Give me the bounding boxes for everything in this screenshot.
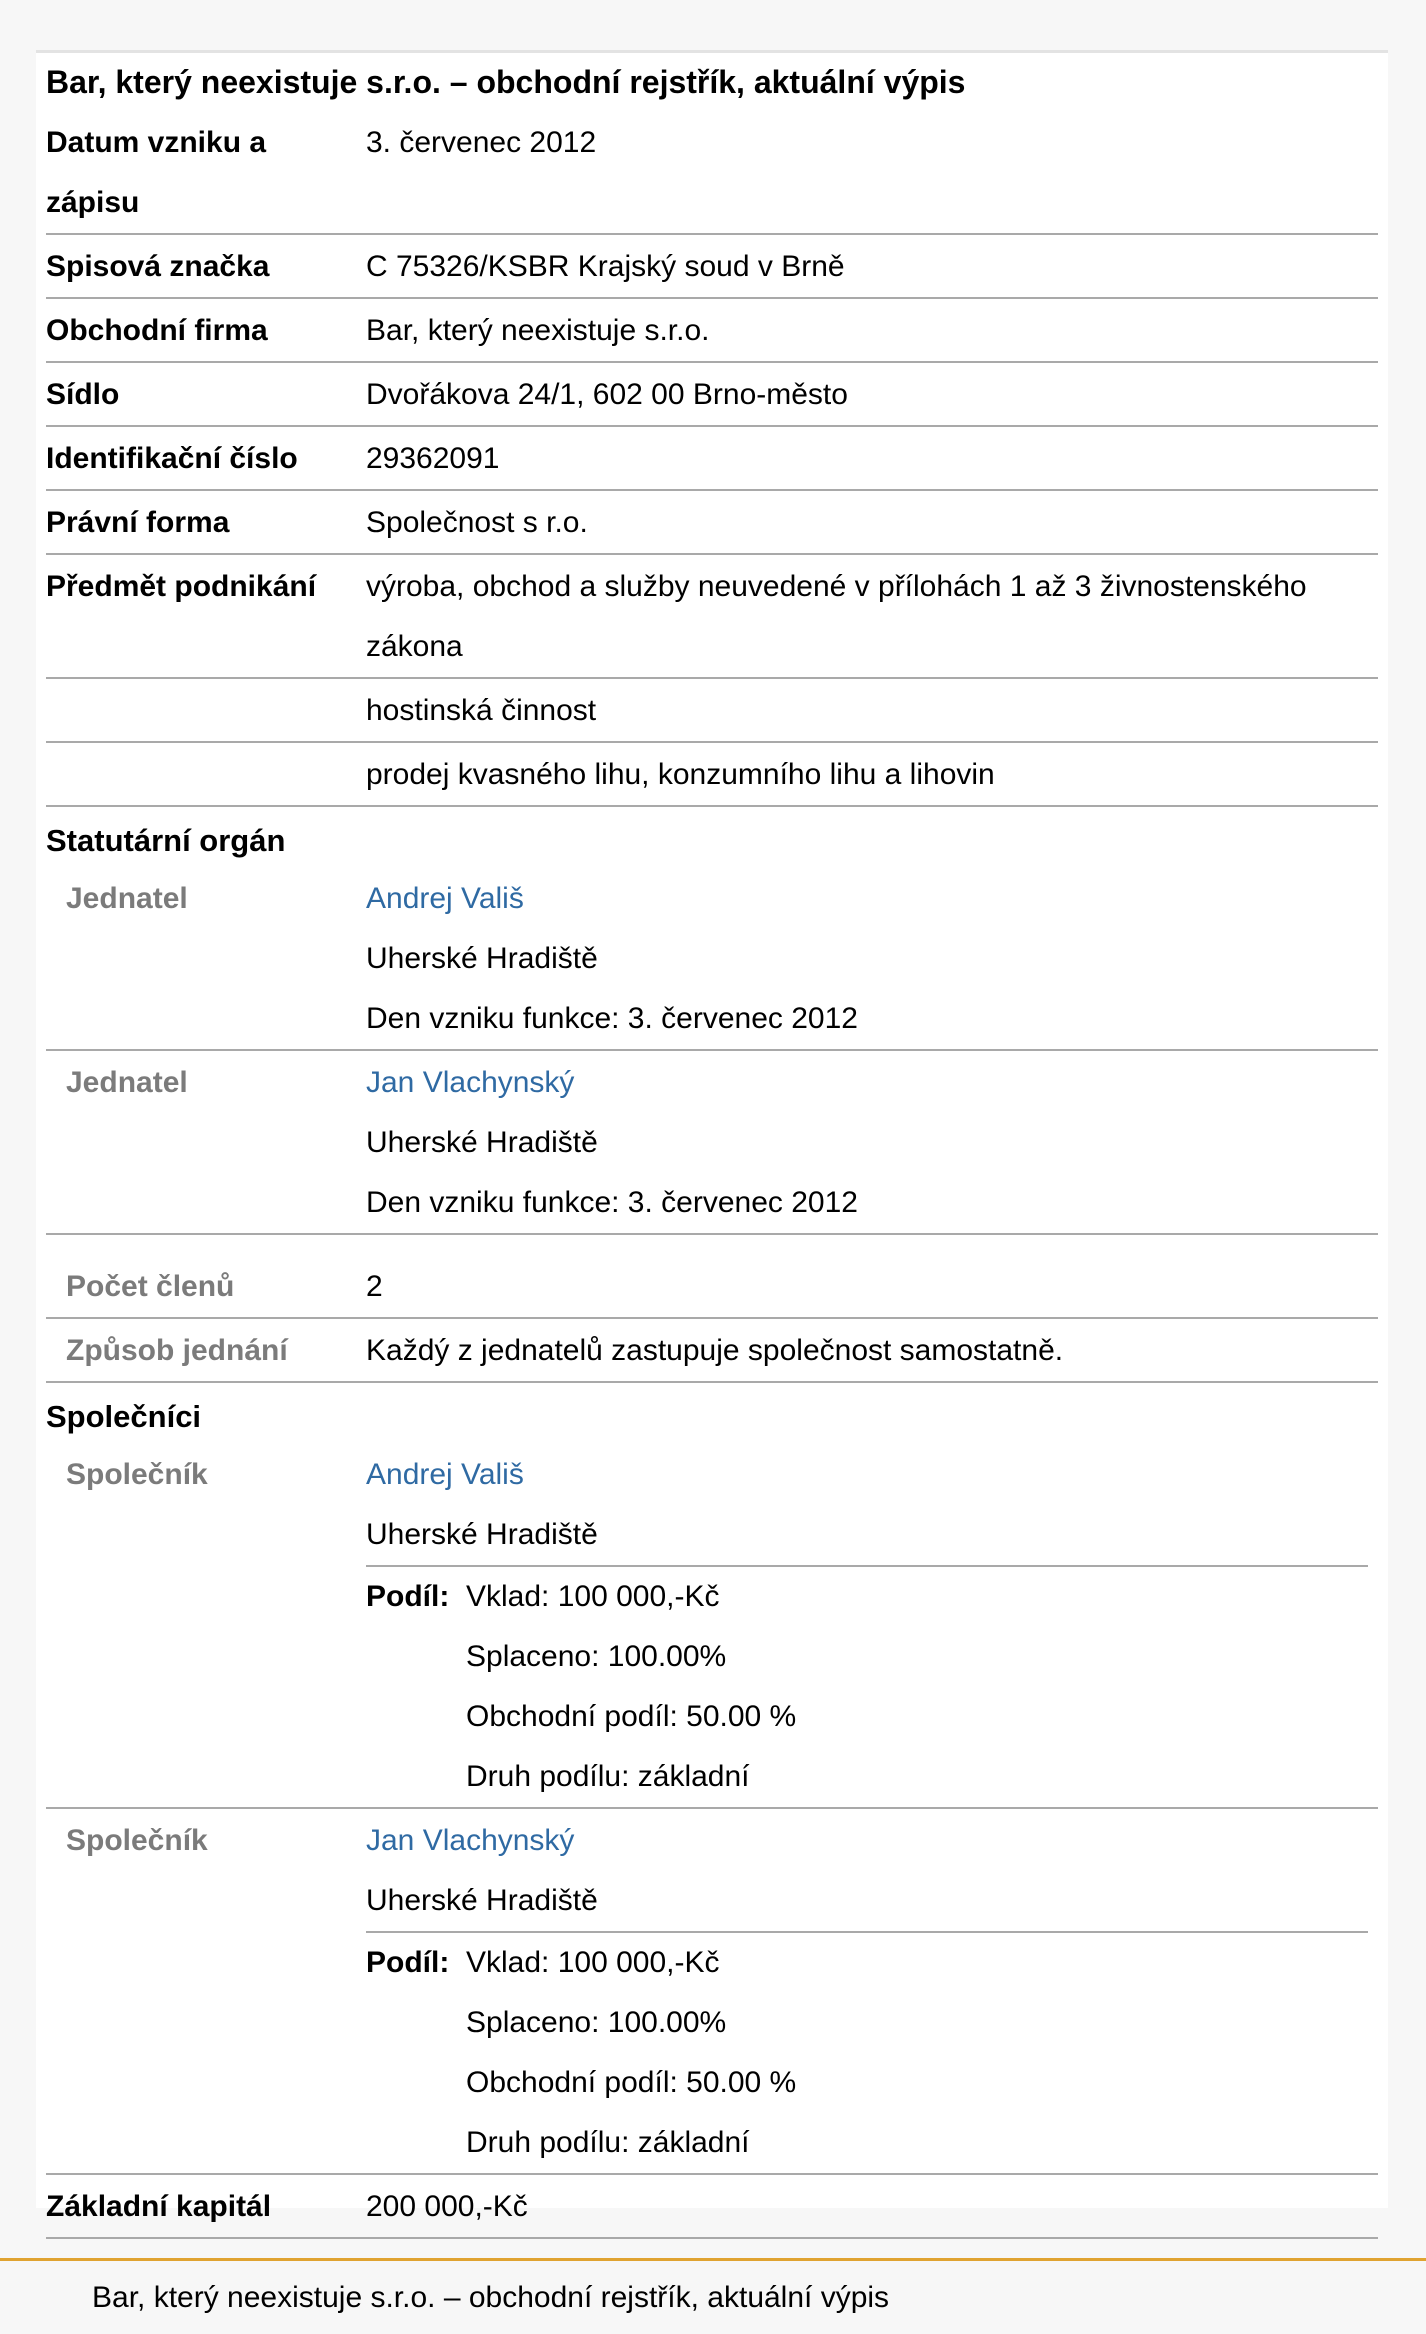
row-datum-vzniku	[46, 111, 1378, 235]
value-pocet-clenu: 2	[366, 1270, 383, 1303]
label-sidlo: Sídlo	[46, 378, 120, 411]
page-footer: Bar, který neexistuje s.r.o. – obchodní rejstřík, aktuální výpis	[0, 2258, 1426, 2334]
podil-obchodni: Obchodní podíl: 50.00 %	[466, 2066, 797, 2099]
document-title: Bar, který neexistuje s.r.o. – obchodní rejstřík, aktuální výpis	[46, 63, 966, 100]
label-jednatel: Jednatel	[66, 1066, 188, 1099]
row-obchodni-firma	[46, 299, 1378, 363]
spolecnik-city: Uherské Hradiště	[366, 1518, 598, 1551]
row-identifikacni-cislo	[46, 427, 1378, 491]
label-datum-vzniku: Datum vzniku a zápisu	[46, 126, 267, 219]
podil-splaceno: Splaceno: 100.00%	[466, 1640, 727, 1673]
section-spolecnici: Společníci	[46, 1399, 202, 1434]
jednatel-city: Uherské Hradiště	[366, 942, 598, 975]
value-predmet-podnikani-1: výroba, obchod a služby neuvedené v přílohách 1 až 3 živnostenského zákona	[366, 570, 1307, 663]
label-pravni-forma: Právní forma	[46, 506, 230, 539]
spolecnik-city: Uherské Hradiště	[366, 1884, 598, 1917]
label-identifikacni-cislo: Identifikační číslo	[46, 442, 298, 475]
value-zpusob-jednani: Každý z jednatelů zastupuje společnost samostatně.	[366, 1334, 1064, 1367]
label-empty	[46, 679, 366, 741]
value-datum-vzniku: 3. červenec 2012	[366, 126, 597, 159]
value-pravni-forma: Společnost s r.o.	[366, 506, 588, 539]
jednatel-since: Den vzniku funkce: 3. červenec 2012	[366, 1186, 858, 1219]
jednatel-since: Den vzniku funkce: 3. červenec 2012	[366, 1002, 858, 1035]
row-pravni-forma	[46, 491, 1378, 555]
label-obchodni-firma: Obchodní firma	[46, 314, 268, 347]
label-zakladni-kapital: Základní kapitál	[46, 2190, 272, 2223]
value-spisova-znacka: C 75326/KSBR Krajský soud v Brně	[366, 250, 845, 283]
podil-label: Podíl:	[366, 1580, 450, 1613]
jednatel-city: Uherské Hradiště	[366, 1126, 598, 1159]
row-spisova-znacka	[46, 235, 1378, 299]
podil-obchodni: Obchodní podíl: 50.00 %	[466, 1700, 797, 1733]
label-predmet-podnikani: Předmět podnikání	[46, 570, 317, 603]
label-pocet-clenu: Počet členů	[66, 1270, 235, 1303]
spolecnik-name-link[interactable]: Andrej Vališ	[366, 1458, 524, 1491]
row-jednatel-1	[46, 867, 1378, 1051]
row-spolecnik-1	[46, 1443, 1378, 1809]
section-statutarni-organ: Statutární orgán	[46, 823, 286, 858]
row-zpusob-jednani	[46, 1319, 1378, 1383]
spolecnik-name-link[interactable]: Jan Vlachynský	[366, 1824, 575, 1857]
row-pocet-clenu	[46, 1235, 1378, 1319]
value-identifikacni-cislo: 29362091	[366, 442, 500, 475]
label-zpusob-jednani: Způsob jednání	[66, 1334, 288, 1367]
label-empty	[46, 743, 366, 805]
row-predmet-podnikani-2	[46, 679, 1378, 743]
podil-splaceno: Splaceno: 100.00%	[466, 2006, 727, 2039]
value-predmet-podnikani-2: hostinská činnost	[366, 694, 597, 727]
value-obchodni-firma: Bar, který neexistuje s.r.o.	[366, 314, 710, 347]
row-predmet-podnikani-1	[46, 555, 1378, 679]
label-spolecnik: Společník	[66, 1458, 208, 1491]
podil-vklad: Vklad: 100 000,-Kč	[466, 1946, 720, 1979]
podil-block	[366, 1931, 1368, 2173]
registry-extract-card	[36, 50, 1388, 2223]
label-spisova-znacka: Spisová značka	[46, 250, 270, 283]
label-jednatel: Jednatel	[66, 882, 188, 915]
row-predmet-podnikani-3	[46, 743, 1378, 807]
podil-druh: Druh podílu: základní	[466, 2126, 750, 2159]
value-sidlo: Dvořákova 24/1, 602 00 Brno-město	[366, 378, 848, 411]
row-jednatel-2	[46, 1051, 1378, 1235]
jednatel-name-link[interactable]: Jan Vlachynský	[366, 1066, 575, 1099]
row-zakladni-kapital	[46, 2175, 1378, 2239]
jednatel-name-link[interactable]: Andrej Vališ	[366, 882, 524, 915]
value-predmet-podnikani-3: prodej kvasného lihu, konzumního lihu a lihovin	[366, 758, 995, 791]
label-spolecnik: Společník	[66, 1824, 208, 1857]
podil-label: Podíl:	[366, 1946, 450, 1979]
value-zakladni-kapital: 200 000,-Kč	[366, 2190, 528, 2223]
row-spolecnik-2	[46, 1809, 1378, 2175]
row-sidlo	[46, 363, 1378, 427]
podil-druh: Druh podílu: základní	[466, 1760, 750, 1793]
podil-block	[366, 1565, 1368, 1807]
podil-vklad: Vklad: 100 000,-Kč	[466, 1580, 720, 1613]
